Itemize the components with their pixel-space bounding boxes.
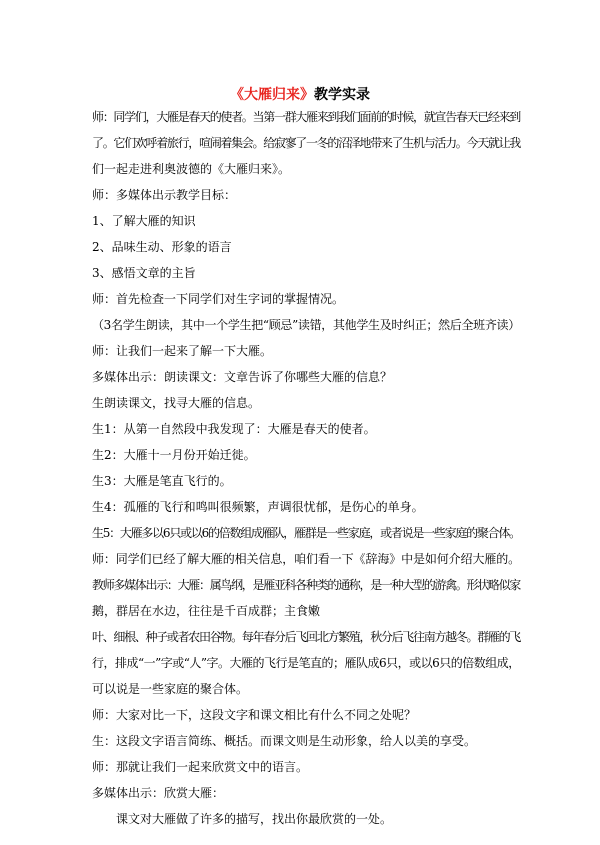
text-line: 师：多媒体出示教学目标： [92,188,237,202]
paragraph-intro [92,104,521,182]
paragraph [92,260,517,286]
text-line: 可以说是一些家庭的聚合体。 [92,682,249,696]
paragraph [92,624,521,702]
paragraph [92,520,520,546]
text-line: 生1：从第一自然段中我发现了：大雁是春天的使者。 [92,422,376,436]
text-line: 2、品味生动、形象的语言 [92,240,232,254]
paragraph [92,364,517,390]
text-line: 生2：大雁十一月份开始迁徙。 [92,448,256,462]
paragraph [92,442,517,468]
text-line: （3名学生朗读，其中一个学生把“顾忌”读错，其他学生及时纠正；然后全班齐读） [92,318,520,332]
document-title [0,84,600,104]
paragraph [92,338,517,364]
paragraph [92,208,517,234]
text-line: 师：大家对比一下，这段文字和课文相比有什么不同之处呢？ [92,708,417,722]
paragraph [92,806,517,832]
text-line: 行，排成“一”字或“人”字。大雁的飞行是笔直的；雁队成6只，或以6只的倍数组成， [92,656,520,670]
text-line: 3、感悟文章的主旨 [92,266,196,280]
text-line: 1、了解大雁的知识 [92,214,196,228]
text-line: 鹅，群居在水边，往往是千百成群；主食嫩 [92,604,321,618]
text-line: 叶、细根、种子或者农田谷物。每年春分后飞回北方繁殖，秋分后飞往南方越冬。群雁的飞 [92,630,521,644]
text-line: 师：同学们，大雁是春天的使者。当第一群大雁来到我们面前的时候，就宣告春天已经来到 [92,110,521,124]
title-suffix: 教学实录 [314,87,370,103]
paragraph [92,754,517,780]
paragraph [92,390,517,416]
text-line: 多媒体出示：欣赏大雁： [92,786,225,800]
text-line: 生3：大雁是笔直飞行的。 [92,474,232,488]
text-line: 师：让我们一起来了解一下大雁。 [92,344,273,358]
text-line: 教师多媒体出示：大雁：属鸟纲，是雁亚科各种类的通称，是一种大型的游禽。形状略似家 [92,578,521,592]
text-line: 生5：大雁多以6只或以6的倍数组成雁队，雁群是一些家庭，或者说是一些家庭的聚合体。 [92,526,520,540]
text-line: 了。它们欢呼着旅行，喧闹着集会。给寂寥了一冬的沼泽地带来了生机与活力。今天就让我 [92,136,521,150]
text-line: 课文对大雁做了许多的描写，找出你最欣赏的一处。 [92,812,393,826]
text-line: 们一起走进利奥波德的《大雁归来》。 [92,162,291,176]
text-line: 生朗读课文，找寻大雁的信息。 [92,396,261,410]
paragraph [92,494,517,520]
paragraph [92,780,517,806]
text-line: 生：这段文字语言简练、概括。而课文则是生动形象，给人以美的享受。 [92,734,477,748]
paragraph [92,312,520,338]
paragraph [92,234,517,260]
paragraph [92,546,521,572]
paragraph [92,286,517,312]
text-line: 师：那就让我们一起来欣赏文中的语言。 [92,760,309,774]
paragraph [92,702,517,728]
title-book-name: 《大雁归来》 [230,87,314,103]
text-line: 生4：孤雁的飞行和鸣叫很频繁，声调很忧郁，是伤心的单身。 [92,500,424,514]
text-line: 多媒体出示：朗读课文：文章告诉了你哪些大雁的信息？ [92,370,393,384]
paragraph [92,468,517,494]
paragraph [92,728,517,754]
paragraph [92,182,517,208]
paragraph [92,572,521,624]
text-line: 师：同学们已经了解大雁的相关信息，咱们看一下《辞海》中是如何介绍大雁的。 [92,552,521,566]
text-line: 师：首先检查一下同学们对生字词的掌握情况。 [92,292,345,306]
paragraph [92,416,517,442]
